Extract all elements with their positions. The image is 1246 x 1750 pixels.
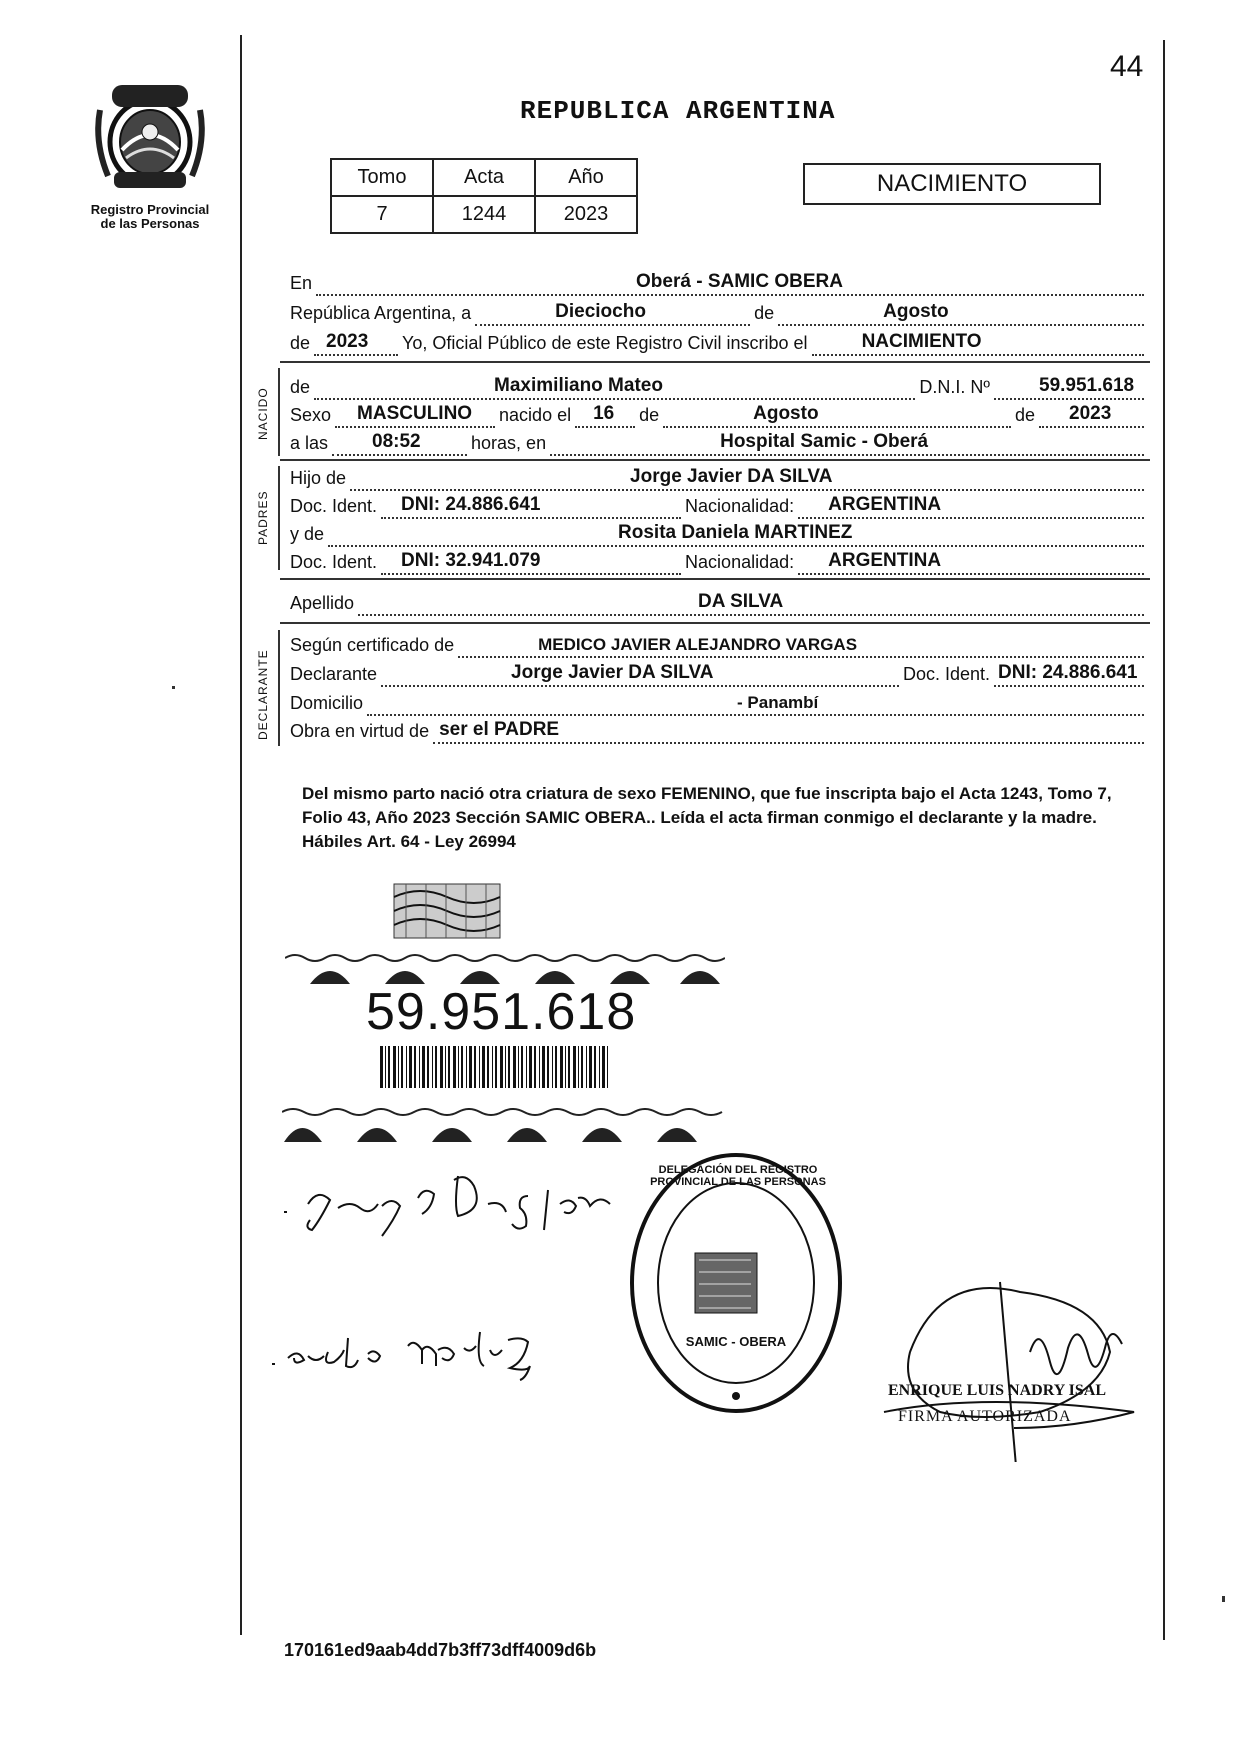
value-madre: Rosita Daniela MARTINEZ [618,522,853,543]
madre-signature [268,1318,568,1388]
value-en: Oberá - SAMIC OBERA [636,271,843,292]
field-padre [350,465,1144,491]
form-row-padre-doc [290,491,1148,519]
officer-name: ENRIQUE LUIS NADRY ISAL [888,1382,1106,1399]
scan-mark [172,686,175,689]
declarante-signature-drawing [278,1168,618,1248]
form-row-declarante [290,659,1148,687]
value-certificado: MEDICO JAVIER ALEJANDRO VARGAS [538,635,858,654]
nacido-bracket [278,368,280,456]
form-row-certificado [290,630,1148,658]
label-sexo: Sexo [290,405,332,425]
registry-table-header-row [331,159,637,196]
declarante-bracket [278,630,280,746]
form-row-inscribo [290,328,1148,356]
label-a-las: a las [290,433,329,453]
label-de-month: de [754,303,775,323]
section-label-nacido: NACIDO [256,387,270,440]
misiones-crest-icon [92,80,208,190]
label-hijo-de: Hijo de [290,468,347,488]
value-year: 2023 [326,331,369,352]
separator-line-2 [280,459,1150,461]
field-domicilio [367,690,1144,716]
official-seal [625,1148,847,1418]
seal-inner-text: SAMIC - OBERA [685,1334,787,1349]
form-row-domicilio [290,688,1148,716]
guilloche-pattern-icon [282,1108,726,1144]
field-lugar [550,430,1144,456]
label-oficial: Yo, Oficial Público de este Registro Civil inscribo el [402,333,808,353]
page-number: 44 [1110,50,1144,83]
security-stamp [392,882,502,940]
form-row-nombre [290,372,1148,400]
left-margin-line [240,35,242,1635]
official-seal-stamp [625,1148,847,1418]
field-obra [433,718,1144,744]
barcode-icon [380,1046,608,1088]
field-month [778,300,1144,326]
barcode [380,1046,608,1088]
value-madre-nacionalidad: ARGENTINA [828,550,942,571]
table-value-acta: 1244 [433,196,535,233]
value-birth-year: 2023 [1069,403,1112,424]
value-nombre: Maximiliano Mateo [494,375,663,396]
form-row-madre [290,519,1148,547]
field-inscribo [812,330,1144,356]
separator-line-4 [280,622,1150,624]
guilloche-band-bottom [282,1108,726,1144]
label-doc-ident-madre: Doc. Ident. [290,552,378,572]
value-day: Dieciocho [555,301,646,322]
country-title: REPUBLICA ARGENTINA [520,96,836,126]
firma-autorizada-label: FIRMA AUTORIZADA [898,1408,1072,1425]
registry-table [330,158,638,234]
value-declarante: Jorge Javier DA SILVA [511,662,714,683]
field-birth-day [575,402,635,428]
form-row-obra [290,716,1148,744]
birth-note: Del mismo parto nació otra criatura de sexo FEMENINO, que fue inscripta bajo el Acta 1243, Tomo 7, Folio 43, Año 2023 Sección SAMIC OBERA.. Leída el acta firman conmigo el declarante y la madre. Hábiles Art. 64 - Ley 26994 [302,784,1112,851]
authorized-signature [880,1262,1140,1462]
value-padre: Jorge Javier DA SILVA [630,466,833,487]
field-certificado [458,632,1144,658]
value-padre-doc: DNI: 24.886.641 [401,494,541,515]
field-madre-nacionalidad [798,549,1144,575]
declarante-signature [278,1168,618,1248]
authorized-signature-drawing [880,1262,1140,1462]
label-horas-en: horas, en [471,433,547,453]
document-hash: 170161ed9aab4dd7b3ff73dff4009d6b [284,1640,597,1660]
id-number: 59.951.618 [366,983,637,1041]
label-de-birth-year: de [1014,405,1035,425]
field-birth-year [1039,402,1144,428]
label-de-year: de [290,333,311,353]
label-declarante: Declarante [290,664,378,684]
madre-signature-drawing [268,1318,568,1388]
value-birth-month: Agosto [753,403,819,424]
label-doc-ident-padre: Doc. Ident. [290,496,378,516]
label-de-nombre: de [290,377,311,397]
form-row-fecha [290,298,1148,326]
label-de-birth-month: de [639,405,660,425]
table-header-acta: Acta [433,159,535,196]
field-en [316,270,1144,296]
section-label-padres: PADRES [256,490,270,545]
table-value-tomo: 7 [331,196,433,233]
label-nacionalidad-padre: Nacionalidad: [685,496,795,516]
value-declarante-doc: DNI: 24.886.641 [998,662,1138,683]
seal-outer-text: DELEGACIÓN DEL REGISTRO PROVINCIAL DE LAS PERSONAS [650,1164,826,1188]
value-padre-nacionalidad: ARGENTINA [828,494,942,515]
padres-bracket [278,466,280,570]
form-row-sexo [290,400,1148,428]
field-declarante-doc [994,661,1144,687]
right-margin-line [1163,40,1165,1640]
value-hora: 08:52 [372,431,421,452]
label-obra: Obra en virtud de [290,721,430,741]
value-birth-day: 16 [593,403,615,424]
label-domicilio: Domicilio [290,693,364,713]
value-domicilio: - Panambí [737,693,819,712]
value-sexo: MASCULINO [357,403,473,424]
label-nacido-el: nacido el [499,405,572,425]
field-birth-month [663,402,1011,428]
label-dni: D.N.I. Nº [919,377,990,397]
field-hora [332,430,467,456]
separator-line-3 [280,578,1150,580]
table-header-ano: Año [535,159,637,196]
document-type-box: NACIMIENTO [803,163,1101,205]
table-value-ano: 2023 [535,196,637,233]
guilloche-pattern-icon [285,950,725,986]
scan-mark [1222,1596,1225,1602]
field-sexo [335,402,495,428]
value-dni: 59.951.618 [1039,375,1135,396]
table-header-tomo: Tomo [331,159,433,196]
form-row-padre [290,463,1148,491]
value-apellido: DA SILVA [698,591,784,612]
separator-line-1 [280,361,1150,363]
label-en: En [290,273,313,293]
label-nacionalidad-madre: Nacionalidad: [685,552,795,572]
label-doc-ident-declarante: Doc. Ident. [902,664,990,684]
registry-table-value-row [331,196,637,233]
field-madre-doc [381,549,681,575]
form-row-hora [290,428,1148,456]
field-nombre [314,374,915,400]
value-madre-doc: DNI: 32.941.079 [401,550,541,571]
logo-caption-line1: Registro Provincial [90,202,210,217]
province-logo [92,80,208,190]
section-label-declarante: DECLARANTE [256,649,270,740]
field-year [314,330,398,356]
logo-caption-line2: de las Personas [100,216,200,231]
guilloche-band-top [285,950,725,986]
value-inscribo: NACIMIENTO [861,331,982,352]
form-row-madre-doc [290,547,1148,575]
value-month: Agosto [883,301,949,322]
form-row-en [290,268,1148,296]
field-apellido [358,590,1144,616]
logo-caption [80,203,220,231]
value-lugar: Hospital Samic - Oberá [720,431,929,452]
field-padre-nacionalidad [798,493,1144,519]
label-apellido: Apellido [290,593,355,613]
label-certificado: Según certificado de [290,635,455,655]
field-day [475,300,750,326]
field-madre [328,521,1144,547]
field-declarante [381,661,899,687]
label-y-de: y de [290,524,325,544]
form-row-apellido [290,588,1148,616]
label-republica: República Argentina, a [290,303,472,323]
field-dni [994,374,1144,400]
field-padre-doc [381,493,681,519]
security-stamp-icon [392,882,502,940]
value-obra: ser el PADRE [439,719,560,740]
